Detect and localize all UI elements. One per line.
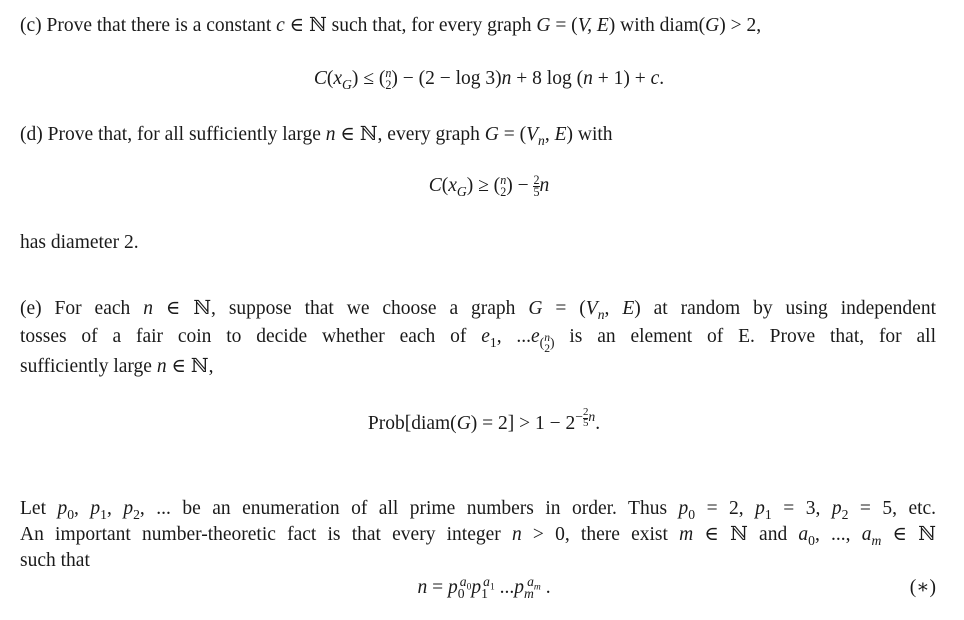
primes-line-3 <box>20 549 90 572</box>
part-d-equation: $C(x_G) \ge (n$ 2) − 2 5n <box>428 172 550 200</box>
part-e-line-2: tosses of a fair coin to decide whether each of $e_1$, $...e_{(n 2)}$ is an element of E. Prove that, for all <box>20 326 936 355</box>
part-c-label: (c) Prove that there is a constant c ∈ ℕ such that, for every graph G = (V, E) with diam(G) > 2, <box>20 15 762 36</box>
part-c-equation: $C(x_G) \le (n$ 2) − (2 − log 3)n + 8 log (n + 1) + c. <box>313 66 665 92</box>
equation-tag <box>910 576 936 599</box>
part-d-conclusion-text: has diameter 2. <box>20 232 139 253</box>
primes-line-1: Let $p_0$, $p_1$, $p_2$, ... be an enumeration of all prime numbers in order. Thus $p_0 = 2$, $p_1 = 3$, $p_2 = 5$, etc. <box>20 498 937 522</box>
part-d-conclusion <box>20 231 139 254</box>
part-c-statement <box>20 14 761 37</box>
part-e-equation: Prob[diam(G) = $2] > 1 - 2^{-2 5n}$. <box>367 406 601 434</box>
equation-tag-text: (∗) <box>909 577 936 598</box>
part-e-line-3: sufficiently large n ∈ ℕ, <box>20 356 214 377</box>
part-e-line-1: (e) For each n ∈ ℕ, suppose that we choose a graph $G = (V_n$, E) at random by using independent <box>20 298 936 322</box>
primes-line-2: An important number-theoretic fact is that every integer n > 0, there exist m ∈ ℕ and $a_0$, ..., $a_m$ ∈ ℕ <box>20 524 937 548</box>
primes-equation: $n = p_0^{a_0}p_1^{a_1}$ $...p_m^{a_m}$ . <box>417 573 551 601</box>
primes-line-3-text: such that <box>20 550 90 571</box>
part-d-statement: (d) Prove that, for all sufficiently large n ∈ ℕ, every graph $G = (V_n$, E) with <box>20 124 613 148</box>
